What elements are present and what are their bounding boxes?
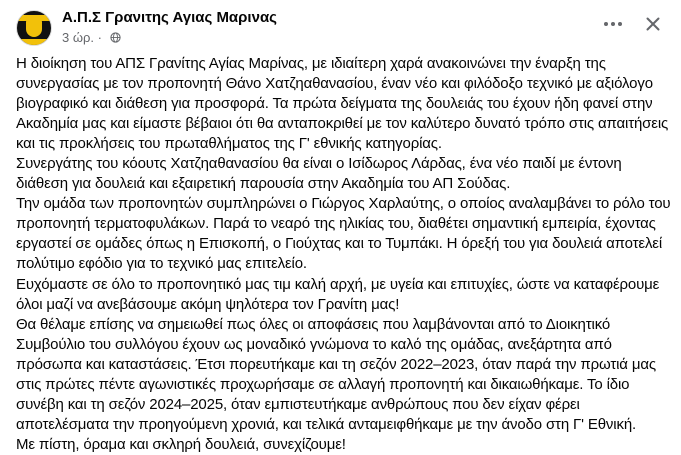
page-name-link[interactable]: Α.Π.Σ Γρανιτης Αγιας Μαρινας — [62, 9, 277, 26]
post-paragraph: Η διοίκηση του ΑΠΣ Γρανίτης Αγίας Μαρίνας, με ιδιαίτερη χαρά ανακοινώνει την έναρξη της συνεργασίας με τον προπονητή Θάνο Χατζηαθανασίου, έναν νέο και φιλόδοξο τεχνικό με αξιόλογο βιογραφικό και διάθεση για προσφορά. Τα πρώτα δείγματα της δουλειάς του έχουν ήδη φανεί στην Ακαδημία μας και είμαστε βέβαιοι ότι θα ανταποκριθεί με τον καλύτερο δυνατό τρόπο στις απαιτήσεις και τις προκλήσεις του πρωταθλήματος της Γ' εθνικής κατηγορίας. — [16, 55, 669, 153]
meta-separator: · — [97, 30, 102, 45]
post-meta — [62, 30, 121, 45]
close-icon — [646, 17, 660, 31]
post-body — [16, 54, 672, 455]
post-paragraph: Θα θέλαμε επίσης να σημειωθεί πως όλες οι αποφάσεις που λαμβάνονται από το Διοικητικό Συμβούλιο του συλλόγου έχουν ως μοναδικό γνώμονα το καλό της ομάδας, ανεξάρτητα από πρόσωπα και καταστάσεις. Έτσι πορευτήκαμε και τη σεζόν 2022–2023, όταν παρά την πρωτιά μας στις πρώτες πέντε αγωνιστικές προχωρήσαμε σε αλλαγή προπονητή και δικαιωθήκαμε. Το ίδιο συνέβη και τη σεζόν 2024–2025, όταν εμπιστευτήκαμε ανθρώπους που δεν είχαν φέρει αποτελέσματα την προηγούμενη χρονιά, και τελικά ανταμειφθήκαμε με την άνοδο στη Γ' Εθνική. — [16, 315, 656, 433]
post-paragraph: Συνεργάτης του κόουτς Χατζηαθανασίου θα είναι ο Ισίδωρος Λάρδας, ένα νέο παιδί με έντονη διάθεση για δουλειά και εξαιρετική παρουσία στην Ακαδημία του ΑΠ Σούδας. — [16, 155, 622, 193]
close-button[interactable] — [641, 12, 665, 36]
post-paragraph: Ευχόμαστε σε όλο το προπονητικό μας τιμ καλή αρχή, με υγεία και επιτυχίες, ώστε να καταφέρουμε όλοι μαζί να ανεβάσουμε ακόμη ψηλότερα τον Γρανίτη μας! — [16, 275, 660, 313]
page-avatar[interactable] — [16, 10, 52, 46]
more-options-icon — [603, 21, 623, 27]
post-header — [16, 8, 665, 48]
post-timestamp[interactable]: 3 ώρ. — [62, 30, 94, 45]
globe-icon[interactable] — [110, 32, 121, 43]
more-options-button[interactable] — [601, 12, 625, 36]
post-paragraph: Με πίστη, όραμα και σκληρή δουλειά, συνεχίζουμε! — [16, 435, 346, 453]
club-crest-avatar-icon — [26, 19, 42, 37]
post-paragraph: Την ομάδα των προπονητών συμπληρώνει ο Γιώργος Χαρλαύτης, ο οποίος αναλαμβάνει το ρόλο του προπονητή τερματοφυλάκων. Παρά το νεαρό της ηλικίας του, διαθέτει σημαντική εμπειρία, έχοντας εργαστεί σε ομάδες όπως η Επισκοπή, ο Γιούχτας και το Τυμπάκι. Η όρεξή του για δουλειά αποτελεί πολύτιμο εφόδιο για το τεχνικό μας επιτελείο. — [16, 195, 671, 273]
